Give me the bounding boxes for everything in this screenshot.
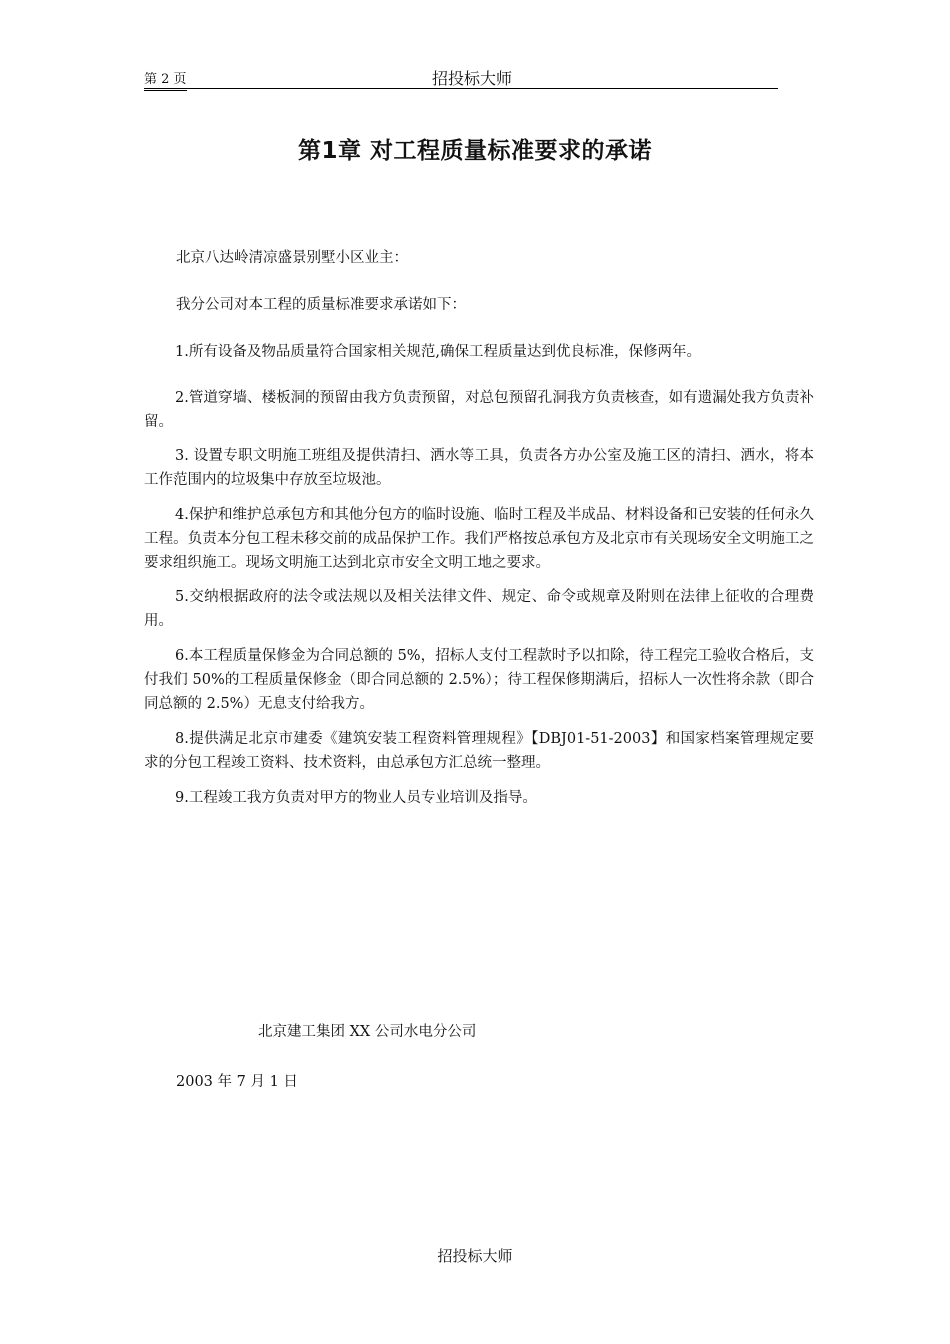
intro-text: 我分公司对本工程的质量标准要求承诺如下： <box>176 297 466 313</box>
commitment-item-6: 6.本工程质量保修金为合同总额的 5%，招标人支付工程款时予以扣除，待工程完工验收合格后，支付我们 50%的工程质量保修金（即合同总额的 2.5%）；待工程保修期满后，招标人一次性将余款（即合同总额的 2.5%）无息支付给我方。 <box>144 648 814 712</box>
chapter-title: 第1章 对工程质量标准要求的承诺 <box>297 138 652 164</box>
header-title: 招投标大师 <box>432 69 513 88</box>
commitment-item-1: 1.所有设备及物品质量符合国家相关规范,确保工程质量达到优良标准，保修两年。 <box>175 344 701 360</box>
commitment-item-8: 8.提供满足北京市建委《建筑安装工程资料管理规程》【DBJ01-51-2003】和国家档案管理规定要求的分包工程竣工资料、技术资料，由总承包方汇总统一整理。 <box>144 731 814 771</box>
commitment-item-3: 3. 设置专职文明施工班组及提供清扫、洒水等工具，负责各方办公室及施工区的清扫、洒水，将本工作范围内的垃圾集中存放至垃圾池。 <box>144 448 814 488</box>
page-number: 第 2 页 <box>144 68 187 91</box>
commitment-item-9: 9.工程竣工我方负责对甲方的物业人员专业培训及指导。 <box>175 790 537 806</box>
commitment-item-2: 2.管道穿墙、楼板洞的预留由我方负责预留，对总包预留孔洞我方负责核查，如有遗漏处我方负责补留。 <box>144 390 814 430</box>
salutation: 北京八达岭清凉盛景别墅小区业主： <box>176 250 408 266</box>
signature-company: 北京建工集团 XX 公司水电分公司 <box>258 1024 477 1040</box>
commitment-item-5: 5.交纳根据政府的法令或法规以及相关法律文件、规定、命令或规章及附则在法律上征收的合理费用。 <box>144 589 814 629</box>
commitment-item-4: 4.保护和维护总承包方和其他分包方的临时设施、临时工程及半成品、材料设备和已安装的任何永久工程。负责本分包工程未移交前的成品保护工作。我们严格按总承包方及北京市有关现场安全文明施工之要求组织施工。现场文明施工达到北京市安全文明工地之要求。 <box>144 507 814 571</box>
signature-date: 2003 年 7 月 1 日 <box>176 1074 298 1090</box>
page-header <box>144 66 778 89</box>
page-footer: 招投标大师 <box>437 1247 513 1265</box>
